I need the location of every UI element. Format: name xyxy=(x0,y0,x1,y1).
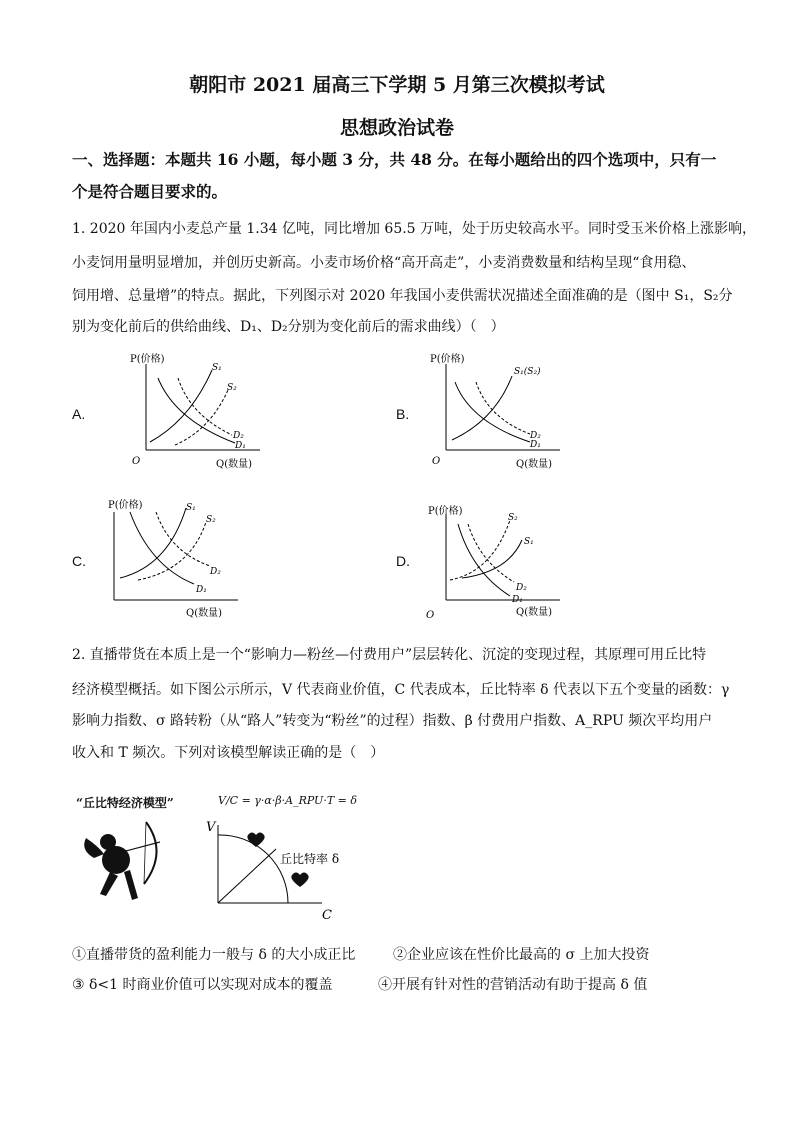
d2-curve xyxy=(476,382,530,434)
q1-text-line2: 小麦饲用量明显增加，并创历史新高。小麦市场价格“高开高走”，小麦消费数量和结构呈现“食用稳、 xyxy=(72,255,696,271)
origin-label: O xyxy=(132,456,141,467)
y-axis-label: P(价格) xyxy=(130,354,165,365)
y-axis-label: P(价格) xyxy=(428,506,463,517)
cupid-head xyxy=(100,834,116,850)
arrow-icon xyxy=(122,842,160,852)
y-axis-label: P(价格) xyxy=(430,354,465,365)
d1-label: D₁ xyxy=(196,585,207,595)
rate-line xyxy=(218,849,276,903)
d2-curve xyxy=(156,512,210,566)
s2-label: S₂ xyxy=(206,515,216,525)
choice-1: ①直播带货的盈利能力一般与 δ 的大小成正比 xyxy=(72,947,356,963)
q2-text-line4: 收入和 T 频次。下列对该模型解读正确的是（ ） xyxy=(72,745,385,761)
model-formula: V/C = γ·α·β·A_RPU·T = δ xyxy=(218,794,357,807)
q1-text-line3: 饲用增、总量增”的特点。据此，下列图示对 2020 年我国小麦供需状况描述全面准确的是（图中 S₁，S₂分 xyxy=(72,288,733,304)
x-axis-label: Q(数量) xyxy=(516,607,553,618)
d2-label: D₂ xyxy=(233,431,244,441)
cupid-image xyxy=(76,812,176,912)
exam-subtitle: 思想政治试卷 xyxy=(339,117,454,139)
heart-icon xyxy=(247,833,264,848)
s2-label: S₂ xyxy=(227,383,237,393)
q2-text-line2: 经济模型概括。如下图公示所示，V 代表商业价值，C 代表成本，丘比特率 δ 代表以下五个变量的函数：γ xyxy=(72,682,730,698)
s1-s2-label: S₁(S₂) xyxy=(514,367,541,377)
q1-text-line4: 别为变化前后的供给曲线、D₁、D₂分别为变化前后的需求曲线）（ ） xyxy=(72,319,505,335)
choice-3: ③ δ<1 时商业价值可以实现对成本的覆盖 xyxy=(72,977,333,993)
d1-curve xyxy=(130,512,194,584)
cupid-body xyxy=(102,846,130,874)
s2-label: S₂ xyxy=(508,513,518,523)
cupid-rate-chart xyxy=(200,815,350,925)
d2-curve xyxy=(468,524,514,582)
d1-curve xyxy=(158,378,235,443)
x-axis-label: Q(数量) xyxy=(216,459,253,470)
d1-curve xyxy=(455,382,530,442)
x-axis-label: Q(数量) xyxy=(186,608,223,619)
choice-4: ④开展有针对性的营销活动有助于提高 δ 值 xyxy=(378,977,648,993)
option-a-label: A. xyxy=(72,406,86,422)
d1-label: D₁ xyxy=(530,440,541,450)
s1-label: S₁ xyxy=(186,503,196,513)
exam-title: 朝阳市 2021 届高三下学期 5 月第三次模拟考试 xyxy=(189,74,605,96)
section-heading-line1: 一、选择题：本题共 16 小题，每小题 3 分，共 48 分。在每小题给出的四个选项中，只有一 xyxy=(72,150,717,169)
choice-2: ②企业应该在性价比最高的 σ 上加大投资 xyxy=(393,947,650,963)
d2-label: D₂ xyxy=(530,431,541,441)
q2-text-line3: 影响力指数、σ 路转粉（从“路人”转变为“粉丝”的过程）指数、β 付费用户指数、A_RPU 频次平均用户 xyxy=(72,713,713,729)
d2-label: D₂ xyxy=(210,567,221,577)
v-axis-label: V xyxy=(206,820,216,835)
q2-text-line1: 2. 直播带货在本质上是一个“影响力—粉丝—付费用户”层层转化、沉淀的变现过程，其原理可用丘比特 xyxy=(72,647,707,663)
d2-label: D₂ xyxy=(516,583,527,593)
option-d-label: D. xyxy=(396,553,410,569)
d2-curve xyxy=(178,378,232,435)
option-c-graph xyxy=(98,494,258,624)
d1-label: D₁ xyxy=(235,441,246,451)
d1-label: D₁ xyxy=(512,595,523,605)
cupid-leg xyxy=(100,872,118,896)
y-axis-label: P(价格) xyxy=(108,500,143,511)
c-axis-label: C xyxy=(322,908,332,923)
option-d-graph xyxy=(420,500,580,630)
bow-string xyxy=(144,822,146,884)
origin-label: O xyxy=(432,456,441,467)
option-b-label: B. xyxy=(396,406,410,422)
cupid-leg xyxy=(124,870,138,900)
s2-curve xyxy=(450,520,510,580)
x-axis-label: Q(数量) xyxy=(516,459,553,470)
broken-heart-icon xyxy=(291,873,308,888)
rate-label: 丘比特率 δ xyxy=(280,852,340,866)
model-label: “丘比特经济模型” xyxy=(76,796,174,810)
option-a-graph xyxy=(120,350,280,480)
origin-label: O xyxy=(426,610,435,621)
option-b-graph xyxy=(420,350,580,480)
s1-curve xyxy=(120,508,186,578)
s1-label: S₁ xyxy=(212,363,222,373)
s1-label: S₁ xyxy=(524,537,534,547)
q1-text-line1: 1. 2020 年国内小麦总产量 1.34 亿吨，同比增加 65.5 万吨，处于历史较高水平。同时受玉米价格上涨影响， xyxy=(72,221,757,237)
d1-curve xyxy=(458,524,510,596)
section-heading-line2: 个是符合题目要求的。 xyxy=(72,182,228,201)
option-c-label: C. xyxy=(72,553,86,569)
